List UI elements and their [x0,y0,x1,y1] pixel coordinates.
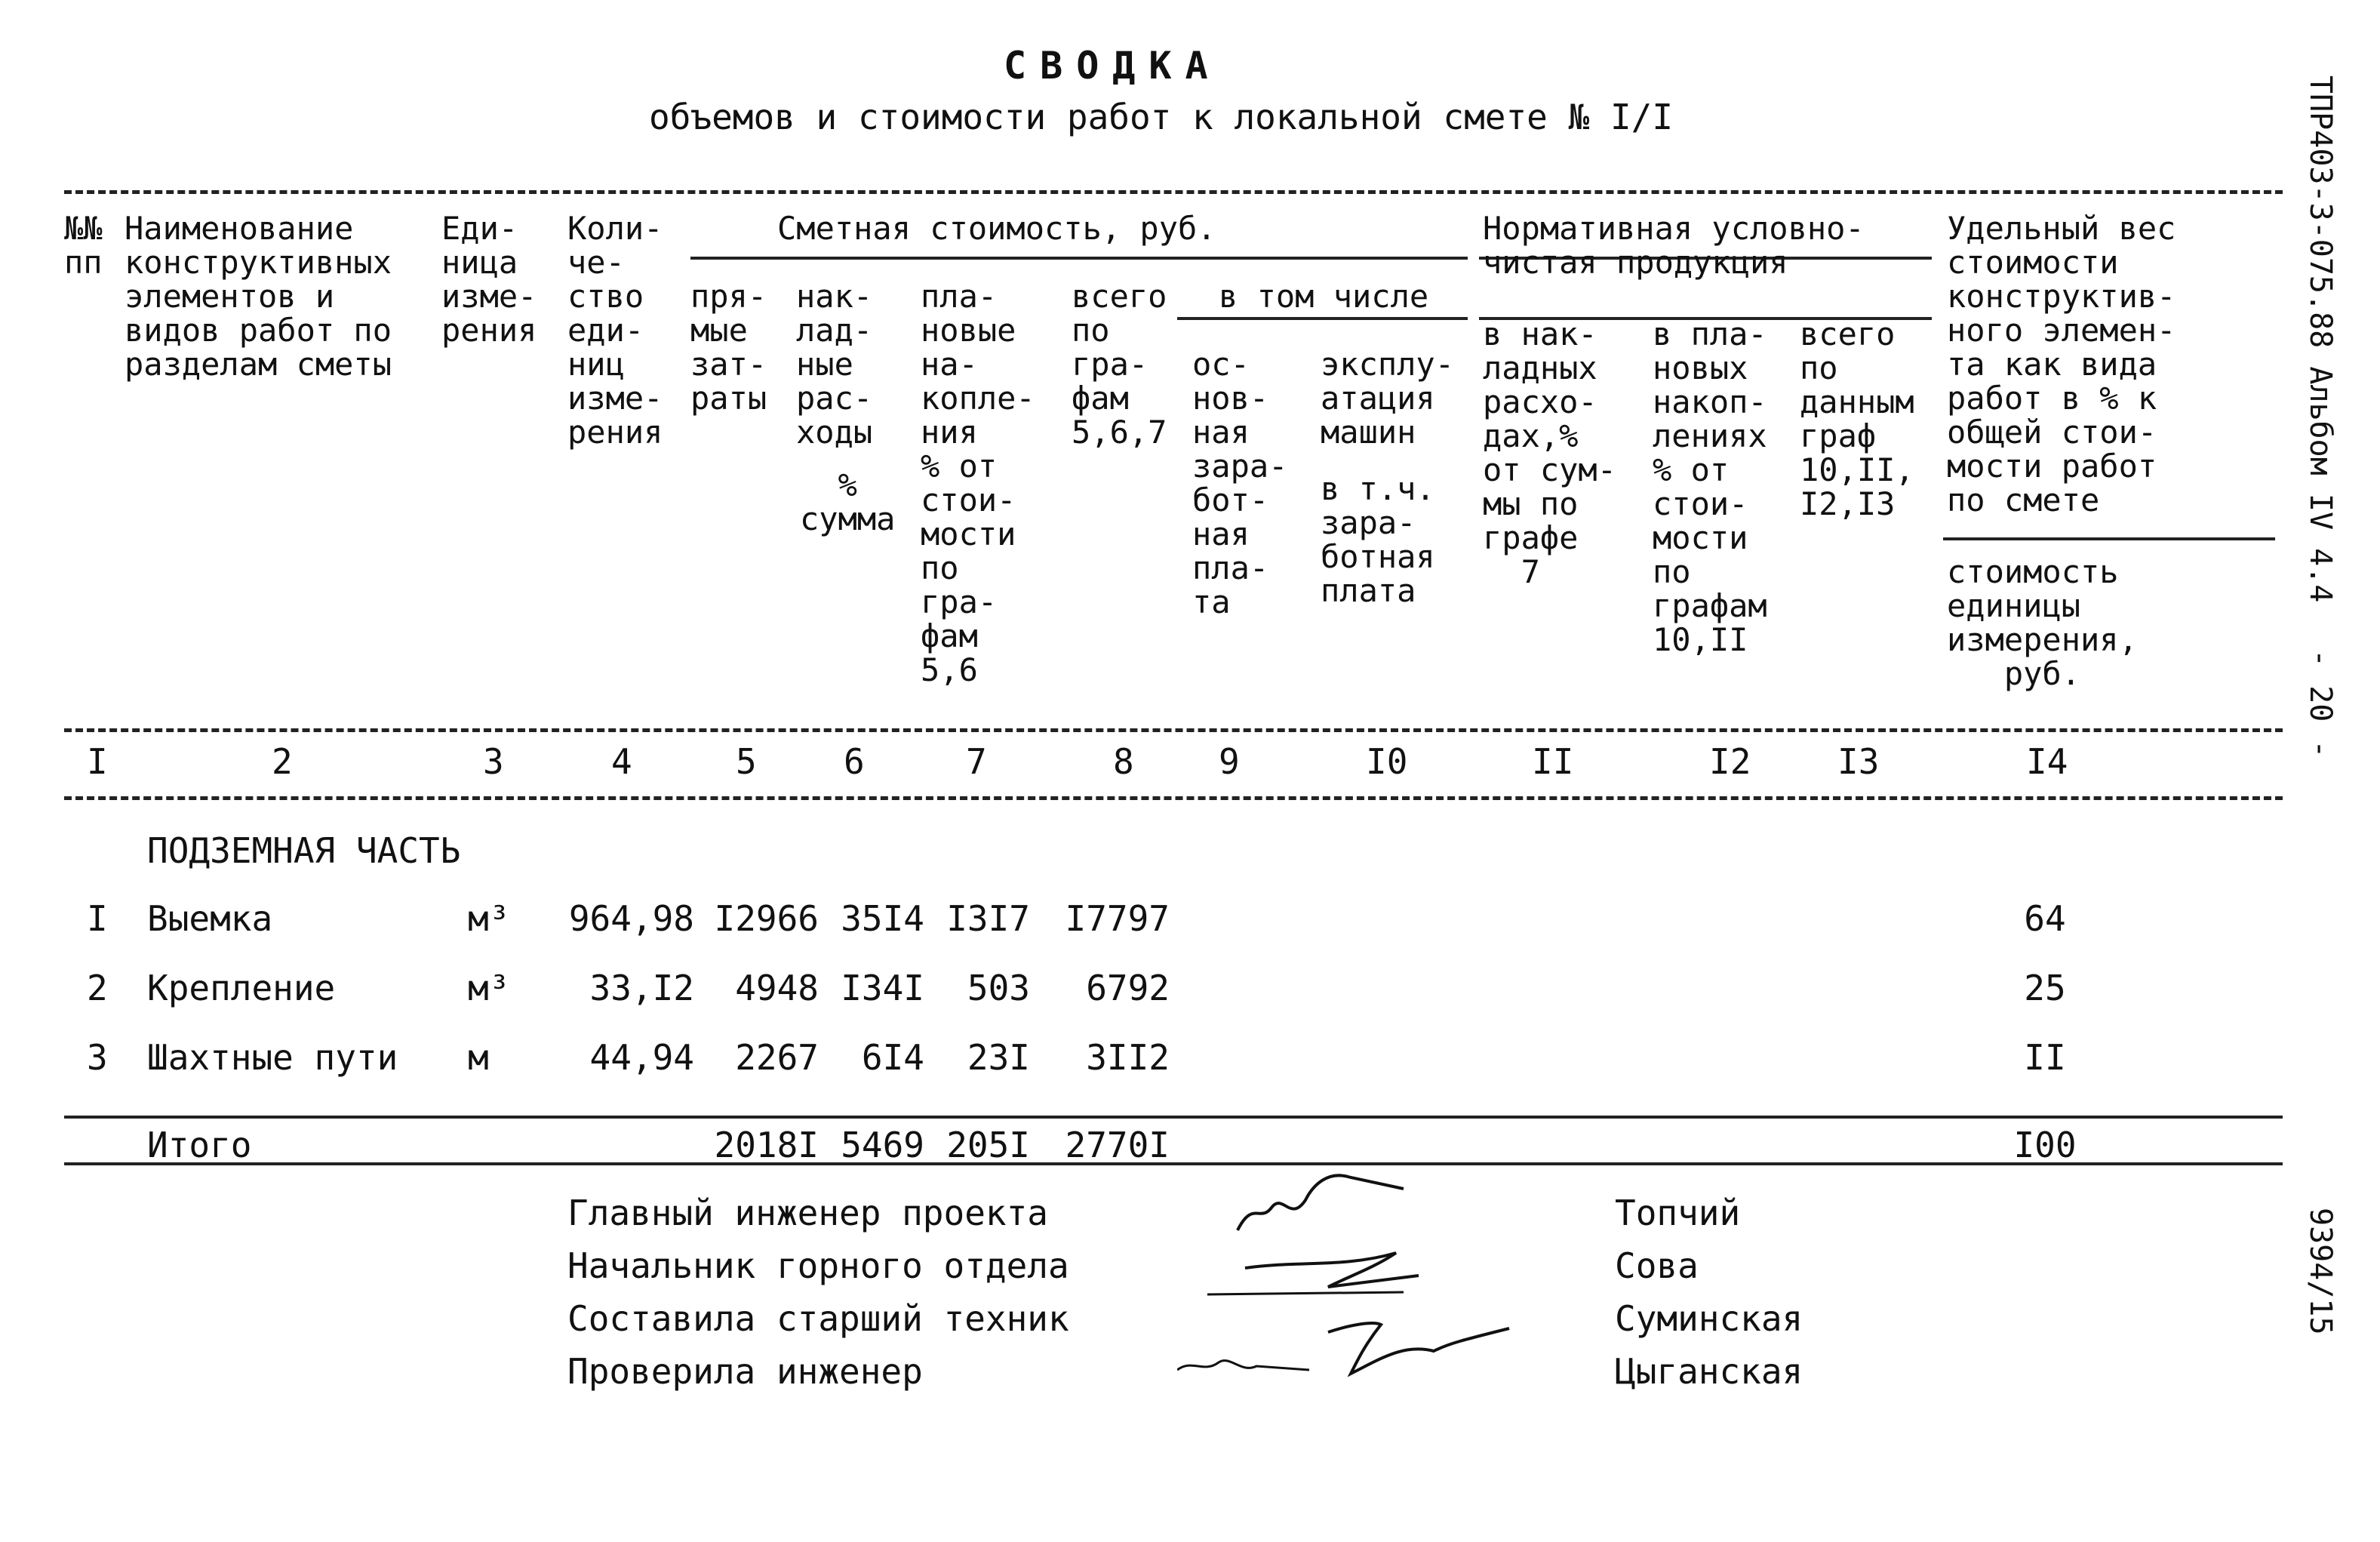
row-direct: 4948 [735,968,819,1008]
document-title: СВОДКА [1004,44,1222,88]
side-code: ТПР403-3-075.88 Альбом IV 4.4 [2303,75,2338,603]
signature-name: Суминская [1615,1298,1803,1339]
row-direct: 2267 [735,1037,819,1078]
row-overhead: 6I4 [861,1037,924,1078]
header-col11: в нак- ладных расхо- дах,% от сум- мы по графе 7 [1483,315,1617,590]
header-col10: эксплу- атация машин [1321,346,1455,451]
header-col3: Еди- ница изме- рения [441,210,537,349]
row-number: 3 [87,1037,108,1078]
side-stamp: 9394/15 [2303,1208,2338,1335]
row-overhead: 35I4 [841,898,924,939]
row-name: Выемка [147,898,273,939]
total-label: Итого [147,1125,252,1165]
row-unit: м [468,1037,489,1078]
col-number: 2 [272,741,293,782]
header-col6: нак- лад- ные рас- ходы [796,278,873,451]
section-heading: ПОДЗЕМНАЯ ЧАСТЬ [147,830,461,871]
header-col4: Коли- че- ство еди- ниц изме- рения [567,210,663,451]
col-number: 6 [844,741,865,782]
row-share: II [2024,1037,2066,1078]
col-number: 8 [1113,741,1134,782]
header-col12: в пла- новых накоп- лениях % от стои- мости по графам 10,II [1653,315,1767,658]
total-bottom-rule [64,1162,2283,1165]
row-planned: 503 [967,968,1030,1008]
row-total: 3II2 [1086,1037,1170,1078]
row-number: I [87,898,108,939]
row-planned: I3I7 [946,898,1030,939]
header-col5: пря- мые зат- раты [690,278,767,417]
row-unit: м³ [468,968,510,1008]
header-cost-group: Сметная стоимость, руб. [777,210,1216,247]
row-direct: I2966 [714,898,819,939]
header-col7: пла- новые на- копле- ния % от стои- мости по гра- фам 5,6 [921,278,1035,688]
row-unit: м³ [468,898,510,939]
row-planned: 23I [967,1037,1030,1078]
header-col13: всего по данным граф 10,II, I2,I3 [1800,315,1914,522]
header-col9: ос- нов- ная зара- бот- ная пла- та [1192,346,1288,620]
col-number: 7 [966,741,987,782]
total-overhead: 5469 [841,1125,924,1165]
signature-name: Цыганская [1615,1351,1803,1392]
total-planned: 205I [946,1125,1030,1165]
col-number: I4 [2026,741,2068,782]
col-number: 5 [736,741,757,782]
row-qty: 33,I2 [589,968,694,1008]
colnum-bottom-rule [64,796,2283,800]
total-direct: 2018I [714,1125,819,1165]
col-number: 9 [1219,741,1240,782]
col-number: I2 [1709,741,1751,782]
cost-group-rule [690,257,1468,260]
row-share: 25 [2024,968,2066,1008]
signature-name: Сова [1615,1245,1699,1286]
row-share: 64 [2024,898,2066,939]
row-total: I7797 [1065,898,1170,939]
side-page: - 20 - [2303,649,2338,759]
header-bottom-rule [64,728,2283,732]
header-col14: Удельный вес стоимости конструктив- ного элемен- та как вида работ в % к общей стои- мости работ по смете [1947,210,2176,519]
signature-role: Начальник горного отдела [567,1245,1069,1286]
col-number: I [87,741,108,782]
row-total: 6792 [1086,968,1170,1008]
header-norm-group: Нормативная условно- чистая продукция [1483,210,1865,281]
header-col10-sub: в т.ч. зара- ботная плата [1321,470,1435,609]
header-col1: №№ пп [64,210,103,281]
header-top-rule [64,190,2283,194]
header-col2: Наименование конструктивных элементов и видов работ по разделам сметы [125,210,392,383]
header-incl-group: в том числе [1219,278,1429,315]
col-number: 3 [483,741,504,782]
total-total: 2770I [1065,1125,1170,1165]
row-qty: 44,94 [589,1037,694,1078]
total-share: I00 [2013,1125,2077,1165]
incl-group-rule [1177,317,1468,320]
header-col8: всего по гра- фам 5,6,7 [1072,278,1167,451]
header-col14-sub: стоимость единицы измерения, руб. [1947,553,2138,692]
row-number: 2 [87,968,108,1008]
handwritten-signatures [1177,1155,1600,1404]
signature-role: Проверила инженер [567,1351,923,1392]
total-top-rule [64,1116,2283,1119]
signature-role: Составила старший техник [567,1298,1069,1339]
row-qty: 964,98 [568,898,694,939]
signature-role: Главный инженер проекта [567,1193,1048,1233]
col-number: 4 [611,741,632,782]
col-number: I3 [1837,741,1880,782]
header-col6-sub: % сумма [800,466,896,537]
document-subtitle: объемов и стоимости работ к локальной смете № I/I [649,97,1674,137]
signature-name: Топчий [1615,1193,1741,1233]
row-overhead: I34I [841,968,924,1008]
row-name: Шахтные пути [147,1037,398,1078]
col-number: II [1532,741,1574,782]
col14-sub-rule [1943,537,2275,540]
col-number: I0 [1366,741,1408,782]
row-name: Крепление [147,968,336,1008]
